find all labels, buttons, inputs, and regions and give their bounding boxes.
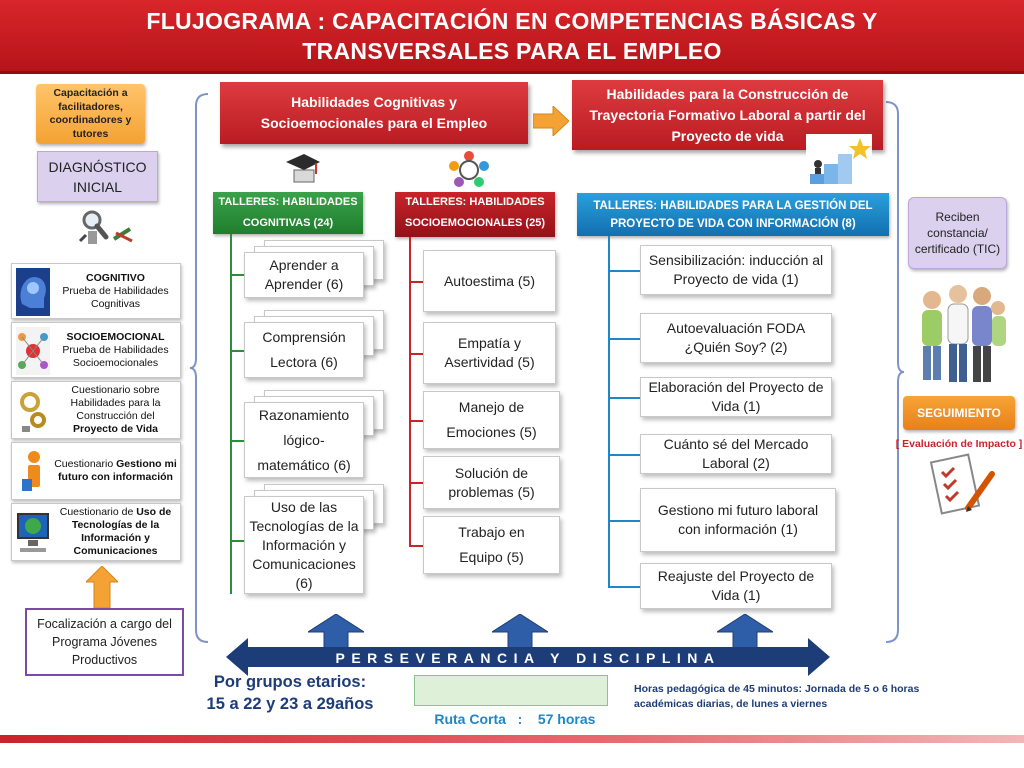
focalizacion-box: Focalización a cargo del Programa Jóvenes Productivos (25, 608, 184, 676)
horas-note: Horas pedagógica de 45 minutos: Jornada de 5 o 6 horas académicas diarias, de lunes a viernes (634, 683, 920, 710)
reajuste-proyecto-card: Reajuste del Proyecto de Vida (1) (640, 563, 832, 609)
checklist-icon (928, 452, 998, 516)
perseverancia-label: PERSEVERANCIA Y DISCIPLINA (335, 650, 721, 666)
sensibilizacion-card: Sensibilización: inducción al Proyecto de vida (1) (640, 245, 832, 295)
socioemocional-test-item (11, 322, 181, 378)
cognitivo-text: Prueba de Habilidades Cognitivas (62, 284, 169, 310)
proyecto-vida-questionnaire-item: Cuestionario sobre Habilidades para la Construcción del Proyecto de Vida (11, 381, 181, 439)
aprender-a-aprender-card: Aprender a Aprender (6) (244, 252, 364, 298)
people-group-icon (910, 278, 1010, 386)
proyecto-connector (608, 236, 610, 586)
constancia-box: Reciben constancia/ certificado (TIC) (908, 197, 1007, 269)
trayectoria-header: Habilidades para la Construcción de Trayectoria Formativo Laboral a partir del Proyecto de vida (572, 80, 883, 150)
left-bracket (190, 92, 210, 644)
uso-tecnologias-card: Uso de las Tecnologías de la Información y Comunicaciones (6) (244, 496, 364, 594)
stairs-star-icon (806, 134, 872, 186)
graduation-cap-icon (282, 150, 322, 186)
grupos-title: Por grupos etarios: (213, 673, 367, 691)
socio-connector (409, 237, 411, 545)
autoevaluacion-foda-card: Autoevaluación FODA ¿Quién Soy? (2) (640, 313, 832, 363)
manejo-emociones-card: Manejo de Emociones (5) (423, 391, 560, 449)
right-arrow-orange-icon (533, 106, 569, 136)
comprension-lectora-card: Comprensión Lectora (6) (244, 322, 364, 378)
cognitivas-socioemocionales-header: Habilidades Cognitivas y Socioemocionales para el Empleo (220, 82, 528, 144)
title-banner (0, 0, 1024, 74)
evaluacion-impacto-label: [ Evaluación de Impacto ] (895, 438, 1023, 450)
mercado-laboral-card: Cuánto sé del Mercado Laboral (2) (640, 434, 832, 474)
talleres-proyecto-vida-header: TALLERES: HABILIDADES PARA LA GESTIÓN DEL PROYECTO DE VIDA CON INFORMACIÓN (8) (577, 193, 889, 236)
talleres-cognitivas-header: TALLERES: HABILIDADES COGNITIVAS (24) (213, 192, 363, 234)
cognitivo-test-item (11, 263, 181, 319)
bottom-red-strip (0, 735, 1024, 743)
capacitacion-box: Capacitación a facilitadores, coordinadores y tutores (36, 84, 145, 144)
razonamiento-card: Razonamiento lógico-matemático (6) (244, 402, 364, 478)
solucion-problemas-card: Solución de problemas (5) (423, 456, 560, 509)
diagnostico-inicial-box: DIAGNÓSTICO INICIAL (37, 151, 158, 202)
magnifier-tools-icon (72, 207, 138, 247)
cognitivo-heading: COGNITIVO (86, 271, 145, 284)
up-arrow-orange-icon (86, 566, 118, 608)
seguimiento-box: SEGUIMIENTO (903, 396, 1015, 430)
elaboracion-proyecto-card: Elaboración del Proyecto de Vida (1) (640, 377, 832, 417)
brain-icon (16, 268, 50, 316)
autoestima-card: Autoestima (5) (423, 250, 556, 312)
right-bracket (884, 100, 904, 644)
page-title: FLUJOGRAMA : CAPACITACIÓN EN COMPETENCIAS BÁSICAS Y TRANSVERSALES PARA EL EMPLEO (146, 7, 878, 64)
gestiono-futuro-card: Gestiono mi futuro laboral con información (1) (640, 488, 836, 552)
grupos-range: 15 a 22 y 23 a 29años (206, 695, 374, 713)
computer-icon (16, 508, 50, 556)
empatia-card: Empatía y Asertividad (5) (423, 322, 556, 384)
ruta-corta-box: Ruta Corta : 57 horas (414, 675, 608, 706)
uso-tic-questionnaire-item: Cuestionario de Uso de Tecnologías de la Información y Comunicaciones (11, 503, 181, 561)
info-icon (16, 447, 50, 495)
grupos-etarios (170, 671, 410, 715)
talleres-socioemocionales-header: TALLERES: HABILIDADES SOCIOEMOCIONALES (25) (395, 192, 555, 237)
gears-icon (16, 386, 50, 434)
socioemocional-heading: SOCIOEMOCIONAL (66, 330, 165, 343)
trabajo-equipo-card: Trabajo en Equipo (5) (423, 516, 560, 574)
people-circle-icon (446, 148, 492, 190)
network-icon (16, 327, 50, 375)
gestiono-questionnaire-item: Cuestionario Gestiono mi futuro con información (11, 442, 181, 500)
socioemocional-text: Prueba de Habilidades Socioemocionales (62, 343, 169, 369)
